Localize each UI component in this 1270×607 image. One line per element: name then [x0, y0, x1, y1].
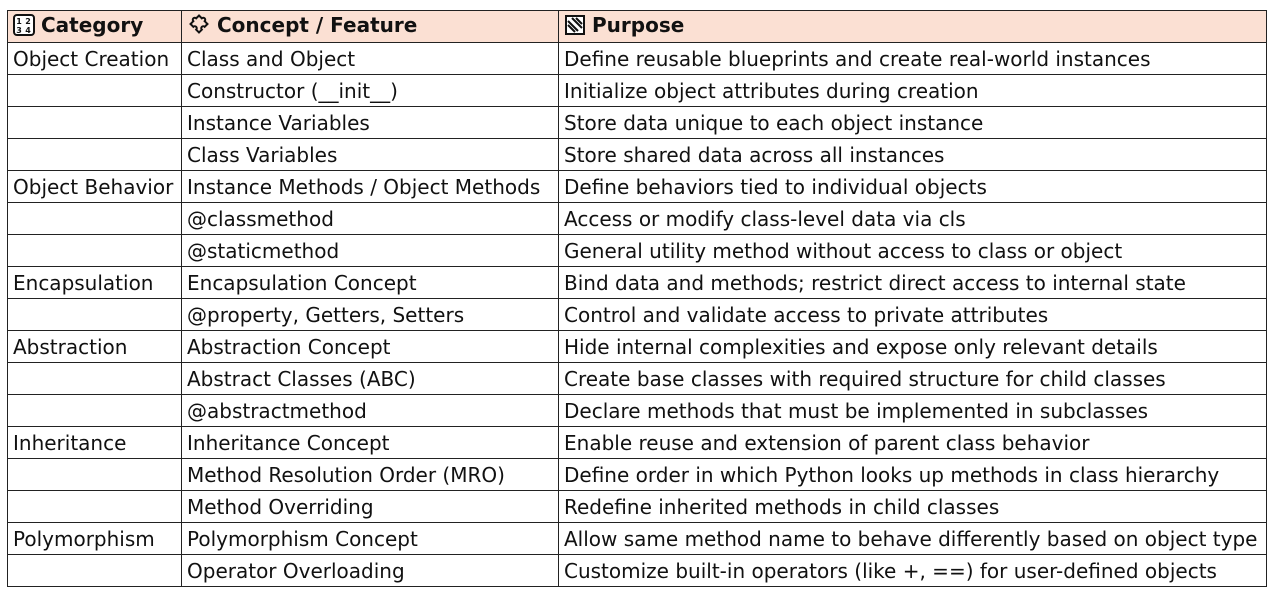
purpose-cell: General utility method without access to class or object [559, 235, 1267, 267]
category-cell [8, 235, 182, 267]
purpose-cell: Bind data and methods; restrict direct access to internal state [559, 267, 1267, 299]
svg-text:4: 4 [25, 25, 31, 35]
table-row [8, 491, 1267, 523]
svg-text:3: 3 [16, 25, 22, 35]
purpose-cell: Initialize object attributes during creation [559, 75, 1267, 107]
concept-cell: Inheritance Concept [182, 427, 559, 459]
purpose-cell: Hide internal complexities and expose only relevant details [559, 331, 1267, 363]
purpose-cell: Declare methods that must be implemented in subclasses [559, 395, 1267, 427]
table-row [8, 555, 1267, 587]
category-cell [8, 203, 182, 235]
notepad-icon [564, 14, 586, 41]
category-cell: Polymorphism [8, 523, 182, 555]
purpose-cell: Define behaviors tied to individual objects [559, 171, 1267, 203]
header-row [8, 11, 1267, 43]
concept-cell: Class Variables [182, 139, 559, 171]
concept-cell: @property, Getters, Setters [182, 299, 559, 331]
purpose-cell: Control and validate access to private attributes [559, 299, 1267, 331]
header-category [8, 11, 182, 43]
category-cell [8, 459, 182, 491]
category-cell [8, 363, 182, 395]
concept-cell: @staticmethod [182, 235, 559, 267]
purpose-cell: Allow same method name to behave differently based on object type [559, 523, 1267, 555]
concept-cell: @classmethod [182, 203, 559, 235]
concept-cell: Method Resolution Order (MRO) [182, 459, 559, 491]
purpose-cell: Customize built-in operators (like +, ==) for user-defined objects [559, 555, 1267, 587]
purpose-cell: Redefine inherited methods in child classes [559, 491, 1267, 523]
header-purpose [559, 11, 1267, 43]
category-cell [8, 491, 182, 523]
table-row [8, 171, 1267, 203]
puzzle-icon [187, 12, 211, 41]
svg-text:1: 1 [16, 16, 22, 26]
table-row [8, 427, 1267, 459]
table-row [8, 363, 1267, 395]
category-cell [8, 299, 182, 331]
concept-cell: Instance Methods / Object Methods [182, 171, 559, 203]
header-concept-label: Concept / Feature [217, 13, 418, 37]
concept-cell: @abstractmethod [182, 395, 559, 427]
concept-cell: Instance Variables [182, 107, 559, 139]
header-category-label: Category [41, 12, 144, 37]
header-concept [182, 11, 559, 43]
purpose-cell: Store data unique to each object instance [559, 107, 1267, 139]
category-cell: Inheritance [8, 427, 182, 459]
purpose-cell: Access or modify class-level data via cls [559, 203, 1267, 235]
category-cell: Object Creation [8, 43, 182, 75]
table-row [8, 395, 1267, 427]
table-row [8, 235, 1267, 267]
concepts-table [7, 10, 1267, 587]
table-row [8, 523, 1267, 555]
table-row [8, 139, 1267, 171]
table-row [8, 267, 1267, 299]
concept-cell: Encapsulation Concept [182, 267, 559, 299]
purpose-cell: Define order in which Python looks up methods in class hierarchy [559, 459, 1267, 491]
table-row [8, 75, 1267, 107]
purpose-cell: Enable reuse and extension of parent class behavior [559, 427, 1267, 459]
concept-cell: Method Overriding [182, 491, 559, 523]
table-row [8, 203, 1267, 235]
table-row [8, 299, 1267, 331]
svg-text:2: 2 [25, 16, 31, 26]
numbers-icon [13, 14, 35, 41]
category-cell [8, 555, 182, 587]
category-cell [8, 139, 182, 171]
purpose-cell: Define reusable blueprints and create real-world instances [559, 43, 1267, 75]
header-purpose-label: Purpose [592, 12, 685, 37]
category-cell: Encapsulation [8, 267, 182, 299]
concept-cell: Constructor (__init__) [182, 75, 559, 107]
purpose-cell: Store shared data across all instances [559, 139, 1267, 171]
table-row [8, 459, 1267, 491]
table-row [8, 107, 1267, 139]
concept-cell: Abstract Classes (ABC) [182, 363, 559, 395]
category-cell [8, 107, 182, 139]
concept-cell: Abstraction Concept [182, 331, 559, 363]
category-cell [8, 75, 182, 107]
concept-cell: Class and Object [182, 43, 559, 75]
concept-cell: Polymorphism Concept [182, 523, 559, 555]
category-cell [8, 395, 182, 427]
category-cell: Object Behavior [8, 171, 182, 203]
table-row [8, 43, 1267, 75]
table-row [8, 331, 1267, 363]
category-cell: Abstraction [8, 331, 182, 363]
concept-cell: Operator Overloading [182, 555, 559, 587]
purpose-cell: Create base classes with required structure for child classes [559, 363, 1267, 395]
